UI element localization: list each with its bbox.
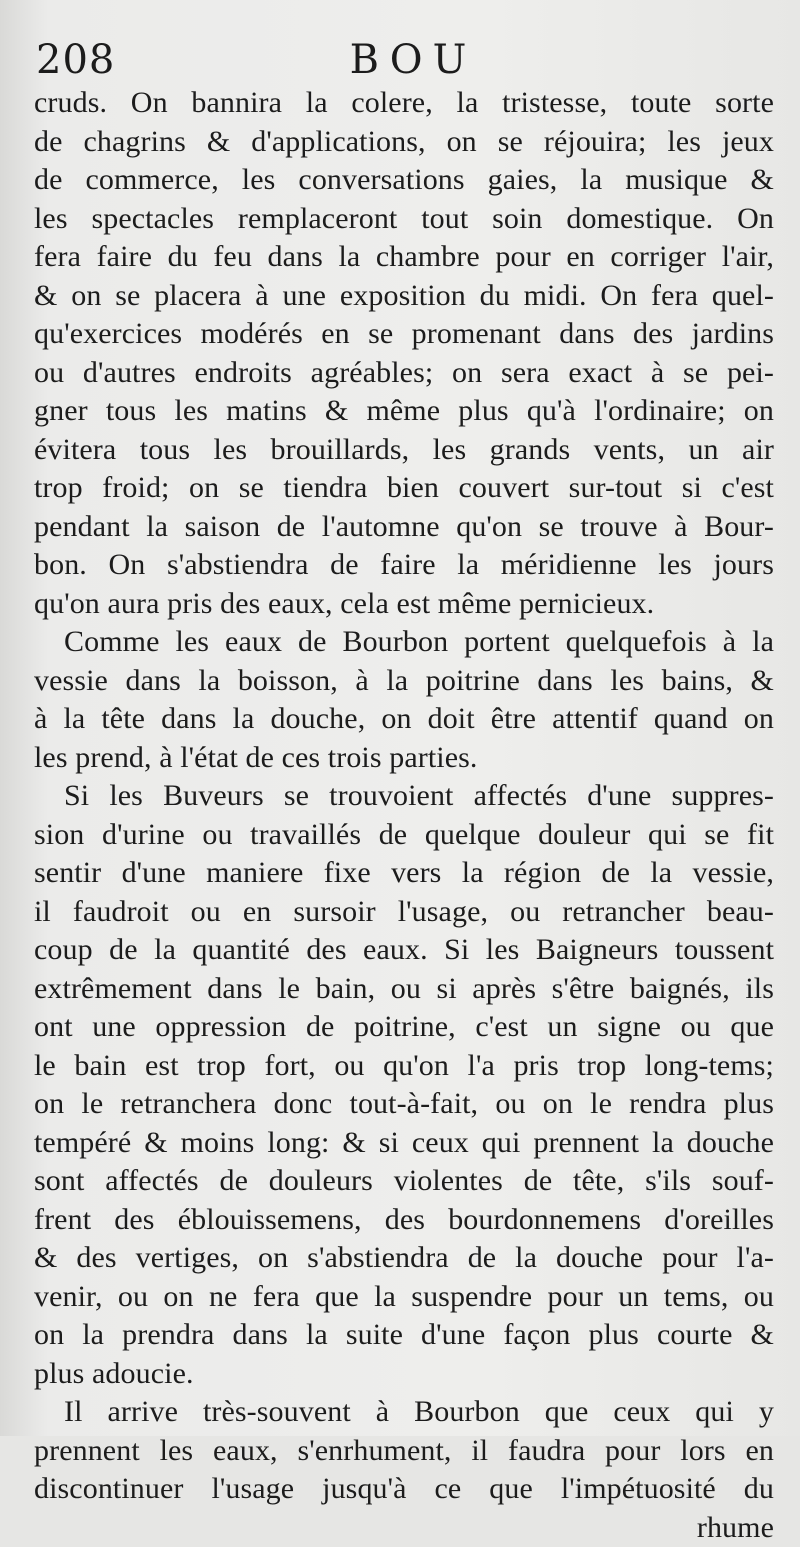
text-line: extrêmement dans le bain, ou si après s'être baignés, ils (34, 970, 774, 1009)
text-line: plus adoucie. (34, 1355, 774, 1394)
page-number: 208 (36, 36, 115, 84)
text-line: & des vertiges, on s'abstiendra de la douche pour l'a- (34, 1239, 774, 1278)
text-line: à la tête dans la douche, on doit être attentif quand on (34, 700, 774, 739)
text-line: évitera tous les brouillards, les grands vents, un air (34, 431, 774, 470)
text-line: de commerce, les conversations gaies, la musique & (34, 161, 774, 200)
text-line: Si les Buveurs se trouvoient affectés d'une suppres- (34, 777, 774, 816)
text-line: les spectacles remplaceront tout soin domestique. On (34, 200, 774, 239)
text-line: tempéré & moins long: & si ceux qui prennent la douche (34, 1124, 774, 1163)
text-line: cruds. On bannira la colere, la tristesse, toute sorte (34, 84, 774, 123)
text-line: ont une oppression de poitrine, c'est un signe ou que (34, 1008, 774, 1047)
text-line: le bain est trop fort, ou qu'on l'a pris trop long-tems; (34, 1047, 774, 1086)
text-line: pendant la saison de l'automne qu'on se trouve à Bour- (34, 508, 774, 547)
text-line: on le retranchera donc tout-à-fait, ou on le rendra plus (34, 1085, 774, 1124)
text-line: prennent les eaux, s'enrhument, il faudra pour lors en (34, 1432, 774, 1471)
body-text (34, 84, 774, 1547)
text-line: bon. On s'abstiendra de faire la méridienne les jours (34, 546, 774, 585)
text-line: ou d'autres endroits agréables; on sera exact à se pei- (34, 354, 774, 393)
text-line: sont affectés de douleurs violentes de tête, s'ils souf- (34, 1162, 774, 1201)
page-header (34, 36, 774, 84)
text-line: on la prendra dans la suite d'une façon plus courte & (34, 1316, 774, 1355)
text-line: qu'exercices modérés en se promenant dans des jardins (34, 315, 774, 354)
text-line: venir, ou on ne fera que la suspendre pour un tems, ou (34, 1278, 774, 1317)
text-line: les prend, à l'état de ces trois parties. (34, 739, 774, 778)
text-line: Comme les eaux de Bourbon portent quelquefois à la (34, 623, 774, 662)
text-line: qu'on aura pris des eaux, cela est même pernicieux. (34, 585, 774, 624)
text-line: vessie dans la boisson, à la poitrine dans les bains, & (34, 662, 774, 701)
text-line: sentir d'une maniere fixe vers la région de la vessie, (34, 854, 774, 893)
text-line: fera faire du feu dans la chambre pour en corriger l'air, (34, 238, 774, 277)
text-line: il faudroit ou en sursoir l'usage, ou retrancher beau- (34, 893, 774, 932)
catchword: rhume (34, 1509, 774, 1547)
text-line: de chagrins & d'applications, on se réjouira; les jeux (34, 123, 774, 162)
text-line: & on se placera à une exposition du midi. On fera quel- (34, 277, 774, 316)
running-head: BOU (34, 36, 774, 84)
text-line: frent des éblouissemens, des bourdonnemens d'oreilles (34, 1201, 774, 1240)
text-line: sion d'urine ou travaillés de quelque douleur qui se fit (34, 816, 774, 855)
text-line: coup de la quantité des eaux. Si les Baigneurs toussent (34, 931, 774, 970)
text-line: trop froid; on se tiendra bien couvert sur-tout si c'est (34, 469, 774, 508)
text-line: Il arrive très-souvent à Bourbon que ceux qui y (34, 1393, 774, 1432)
text-line: discontinuer l'usage jusqu'à ce que l'impétuosité du (34, 1470, 774, 1509)
text-line: gner tous les matins & même plus qu'à l'ordinaire; on (34, 392, 774, 431)
